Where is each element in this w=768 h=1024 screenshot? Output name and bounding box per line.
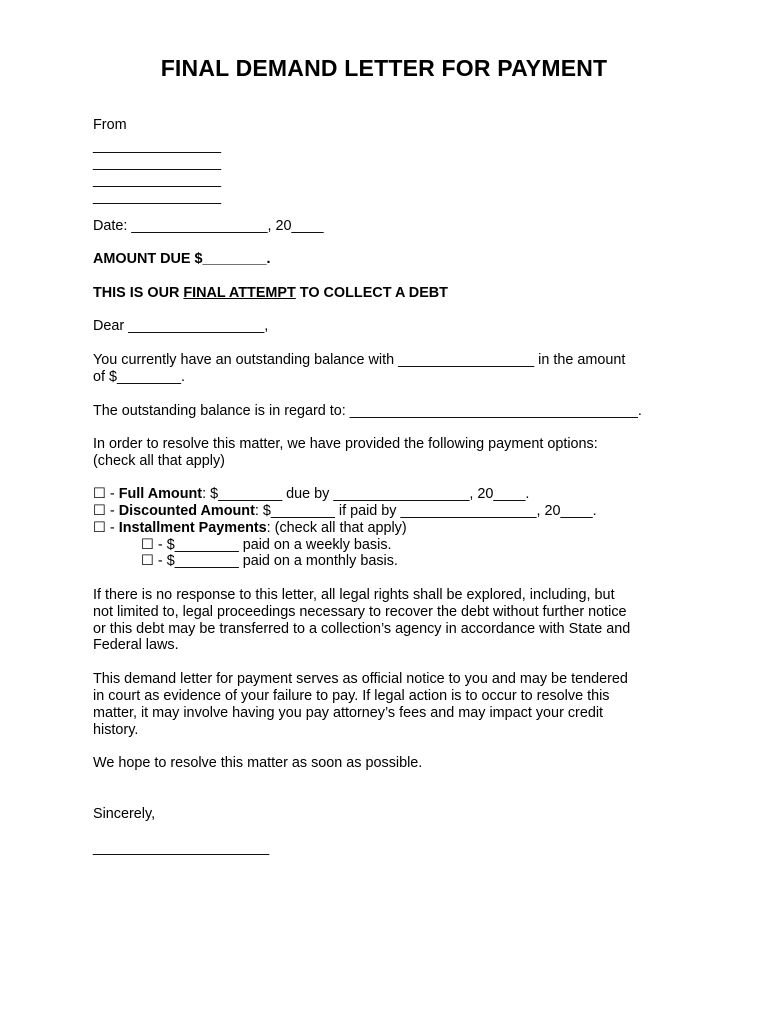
legal-paragraph-line: Federal laws. (93, 637, 179, 653)
option-discounted-amount: ☐ - Discounted Amount: $________ if paid by _________________, 20____. (93, 503, 597, 519)
hope-line: We hope to resolve this matter as soon as possible. (93, 755, 423, 771)
final-attempt-before: THIS IS OUR (93, 285, 184, 301)
option-label: Discounted Amount (118, 503, 255, 519)
option-installment-payments: ☐ - Installment Payments: (check all that apply) (93, 520, 407, 536)
amount-due: AMOUNT DUE $________. (93, 251, 271, 267)
document-title: FINAL DEMAND LETTER FOR PAYMENT (160, 55, 608, 81)
from-line: ________________ (93, 138, 222, 154)
legal-paragraph-line: or this debt may be transferred to a collection’s agency in accordance with State and (93, 621, 631, 637)
regard-line: The outstanding balance is in regard to: ____________________________________. (93, 403, 642, 419)
option-label: Full Amount (118, 486, 203, 502)
installment-weekly: ☐ - $________ paid on a weekly basis. (141, 537, 392, 553)
notice-paragraph-line: in court as evidence of your failure to pay. If legal action is to occur to resolve this (93, 688, 610, 704)
date-line: Date: _________________, 20____ (93, 218, 324, 234)
balance-paragraph-line: You currently have an outstanding balance with _________________ in the amount (93, 352, 626, 368)
option-detail: : (check all that apply) (266, 520, 407, 536)
legal-paragraph-line: If there is no response to this letter, all legal rights shall be explored, including, but (93, 587, 615, 603)
installment-monthly: ☐ - $________ paid on a monthly basis. (141, 553, 398, 569)
checkbox-icon[interactable]: ☐ (93, 486, 106, 502)
from-line: ________________ (93, 155, 222, 171)
option-label: Installment Payments (118, 520, 267, 536)
checkbox-icon[interactable]: ☐ (141, 537, 154, 553)
checkbox-icon[interactable]: ☐ (141, 553, 154, 569)
from-line: ________________ (93, 189, 222, 205)
options-intro-line: In order to resolve this matter, we have provided the following payment options: (93, 436, 598, 452)
option-detail: : $________ due by _________________, 20____. (202, 486, 530, 502)
signature-line[interactable]: ______________________ (93, 840, 270, 856)
notice-paragraph-line: history. (93, 722, 139, 738)
legal-paragraph-line: not limited to, legal proceedings necessary to recover the debt without further notice (93, 604, 627, 620)
notice-paragraph-line: This demand letter for payment serves as official notice to you and may be tendered (93, 671, 628, 687)
notice-paragraph-line: matter, it may involve having you pay attorney’s fees and may impact your credit (93, 705, 604, 721)
options-intro-line: (check all that apply) (93, 453, 225, 469)
from-line: ________________ (93, 172, 222, 188)
checkbox-icon[interactable]: ☐ (93, 520, 106, 536)
from-label: From (93, 117, 127, 133)
option-detail: : $________ if paid by _________________, 20____. (254, 503, 597, 519)
final-attempt-heading (93, 285, 448, 302)
salutation: Dear _________________, (93, 318, 269, 334)
option-full-amount: ☐ - Full Amount: $________ due by _________________, 20____. (93, 486, 530, 502)
final-attempt-after: TO COLLECT A DEBT (295, 285, 448, 301)
checkbox-icon[interactable]: ☐ (93, 503, 106, 519)
final-attempt-emphasis: FINAL ATTEMPT (183, 285, 296, 301)
balance-paragraph-line: of $________. (93, 369, 186, 385)
closing: Sincerely, (93, 806, 156, 822)
